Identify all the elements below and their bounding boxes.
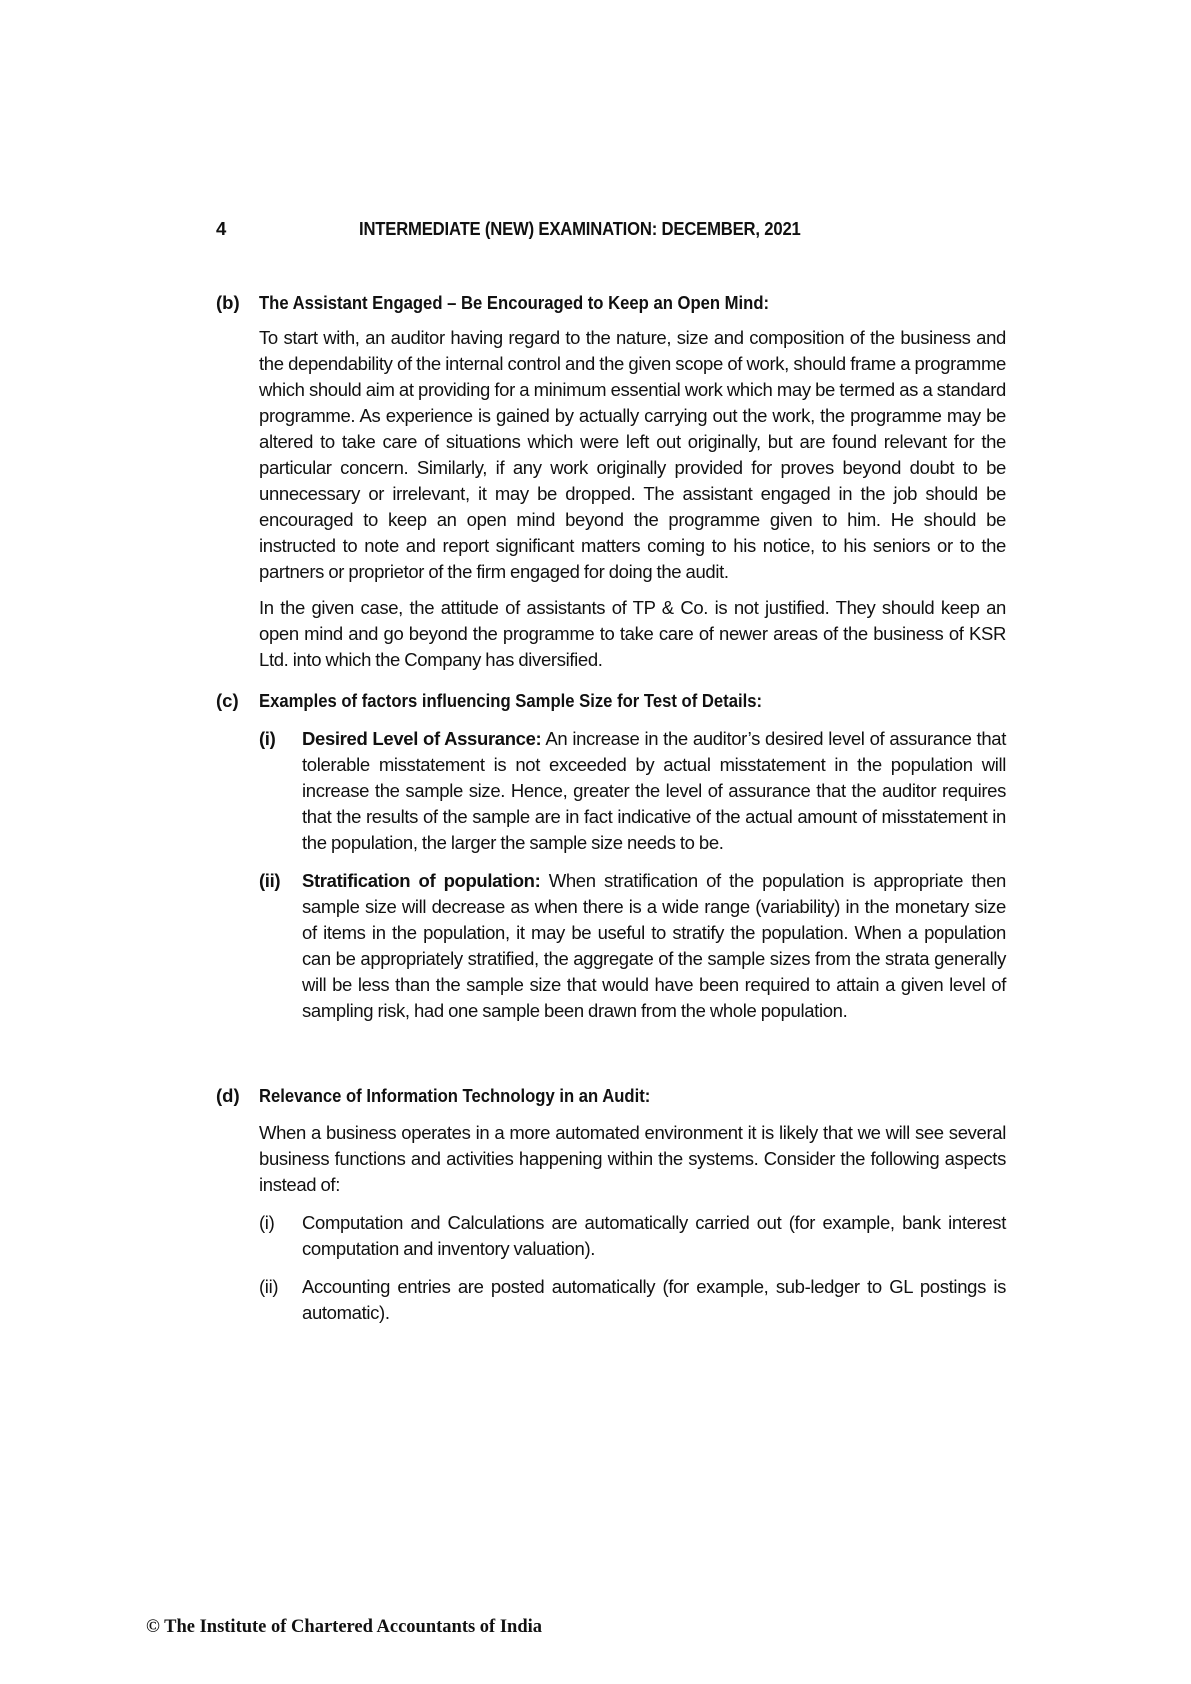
section-d-item-1 bbox=[259, 1210, 1006, 1262]
section-c-item-1-title: Desired Level of Assurance: bbox=[302, 728, 542, 749]
section-c-item-2 bbox=[259, 868, 1006, 1024]
section-d-item-2 bbox=[259, 1274, 1006, 1326]
section-c-item-2-text: When stratification of the population is appropriate then sample size will decrease as when there is a wide range (variability) in the monetary size of items in the population, it may be useful to stratify the population. When a population can be appropriately stratified, the aggregate of the sample sizes from the strata generally will be less than the sample size that would have been required to attain a given level of sampling risk, had one sample been drawn from the whole population. bbox=[302, 870, 1007, 1021]
section-c-item-1 bbox=[259, 726, 1006, 856]
section-d-item-2-text: Accounting entries are posted automatically (for example, sub-ledger to GL postings is automatic). bbox=[302, 1276, 1006, 1323]
section-c-item-2-number: (ii) bbox=[259, 870, 281, 891]
exam-title: INTERMEDIATE (NEW) EXAMINATION: DECEMBER, 2021 bbox=[359, 218, 801, 239]
section-d-label: (d) bbox=[216, 1085, 240, 1106]
section-d bbox=[216, 1085, 1006, 1326]
section-d-item-1-text: Computation and Calculations are automatically carried out (for example, bank interest computation and inventory valuation). bbox=[302, 1212, 1006, 1259]
section-d-item-1-number: (i) bbox=[259, 1212, 275, 1233]
section-c-heading bbox=[216, 690, 1006, 716]
section-b bbox=[216, 292, 1006, 673]
section-c-item-2-title: Stratification of population: bbox=[302, 870, 541, 891]
section-b-paragraph-2: In the given case, the attitude of assistants of TP & Co. is not justified. They should keep an open mind and go beyond the programme to take care of newer areas of the business of KSR Ltd. into which the Company has diversified. bbox=[259, 597, 1006, 670]
section-b-label: (b) bbox=[216, 292, 240, 313]
section-d-title: Relevance of Information Technology in an Audit: bbox=[259, 1085, 651, 1106]
section-b-paragraph-1: To start with, an auditor having regard to the nature, size and composition of the business and the dependability of the internal control and the given scope of work, should frame a programme which should aim at providing for a minimum essential work which may be termed as a standard programme. As experience is gained by actually carrying out the work, the programme may be altered to take care of situations which were left out originally, but are found relevant for the particular concern. Similarly, if any work originally provided for proves beyond doubt to be unnecessary or irrelevant, it may be dropped. The assistant engaged in the job should be encouraged to keep an open mind beyond the programme given to him. He should be instructed to note and report significant matters coming to his notice, to his seniors or to the partners or proprietor of the firm engaged for doing the audit. bbox=[259, 327, 1006, 582]
section-c bbox=[216, 690, 1006, 1024]
section-d-heading bbox=[216, 1085, 1006, 1111]
section-b-heading bbox=[216, 292, 1006, 318]
section-c-label: (c) bbox=[216, 690, 239, 711]
section-c-title: Examples of factors influencing Sample Size for Test of Details: bbox=[259, 690, 763, 711]
section-d-paragraph: When a business operates in a more automated environment it is likely that we will see several business functions and activities happening within the systems. Consider the following aspects instead of: bbox=[259, 1122, 1006, 1195]
page-number: 4 bbox=[216, 218, 227, 239]
section-c-item-1-text: An increase in the auditor’s desired level of assurance that tolerable misstatement is not exceeded by actual misstatement in the population will increase the sample size. Hence, greater the level of assurance that the auditor requires that the results of the sample are in fact indicative of the actual amount of misstatement in the population, the larger the sample size needs to be. bbox=[302, 728, 1007, 853]
section-c-item-1-number: (i) bbox=[259, 728, 276, 749]
section-b-title: The Assistant Engaged – Be Encouraged to Keep an Open Mind: bbox=[259, 292, 770, 313]
section-d-item-2-number: (ii) bbox=[259, 1276, 279, 1297]
copyright-footer: © The Institute of Chartered Accountants of India bbox=[146, 1617, 543, 1637]
